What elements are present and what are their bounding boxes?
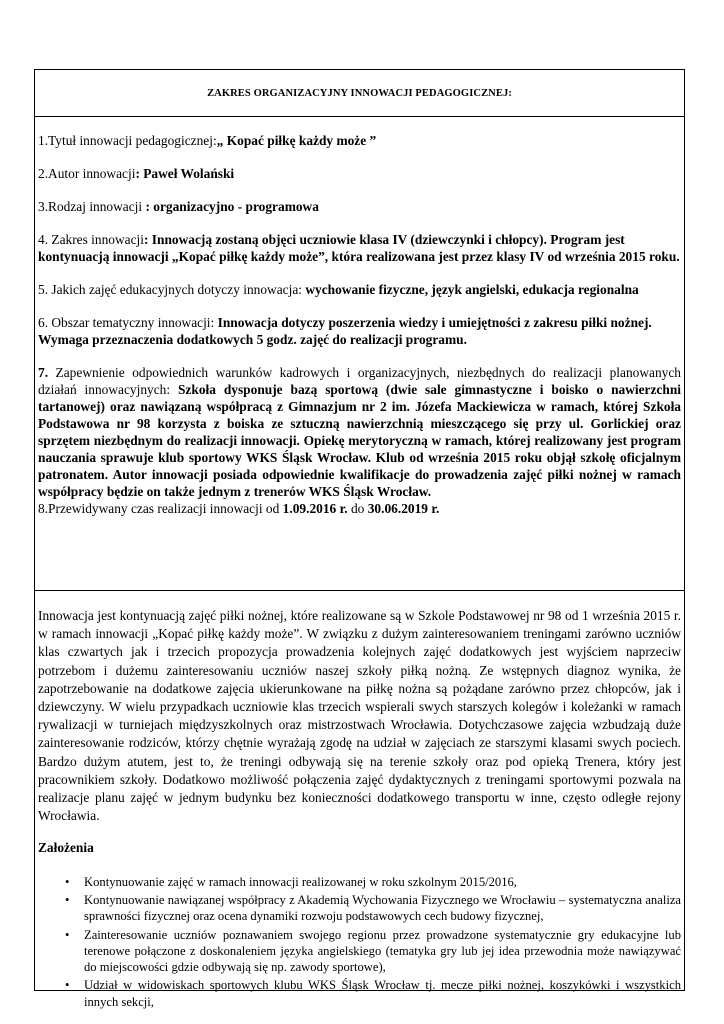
list-item: • Udział w widowiskach sportowych klubu WKS Śląsk Wrocław tj. mecze piłki nożnej, koszykówki i wszystkich innych sekcji, bbox=[65, 978, 681, 1009]
bullet-icon: • bbox=[65, 978, 70, 993]
list-item: • Kontynuowanie zajęć w ramach innowacji realizowanej w roku szkolnym 2015/2016, bbox=[65, 874, 517, 889]
bullet-icon: • bbox=[65, 927, 70, 942]
bullet-icon: • bbox=[65, 874, 70, 889]
description-paragraph: Innowacja jest kontynuacją zajęć piłki nożnej, które realizowane są w Szkole Podstawowej nr 98 od 1 września 2015 r. w ramach innowacji „Kopać piłkę każdy może”. W związku z dużym zainteresowaniem treningami zarówno uczniów klas czwartych jak i trzecich propozycja prowadzenia kolejnych zajęć dodatkowych jest wyjściem naprzeciw potrzebom i dużemu zainteresowaniu uczniów naszej szkoły piłką nożną. Ze wstępnych diagnoz wynika, że zapotrzebowanie na dodatkowe zajęcia ukierunkowane na piłkę nożna są pożądane zarówno przez chłopców, jak i dziewczyny. W wielu przypadkach uczniowie klas trzecich wspierali swych starszych kolegów i koleżanki w ramach rywalizacji w turniejach międzyszkolnych oraz mistrzostwach Wrocławia. Dotychczasowe zajęcia wzbudzają duże zainteresowanie rodziców, którzy chętnie wyrażają zgodę na udział w zajęciach ze starszymi klasami swych pociech. Bardzo dużym atutem, jest to, że treningi odbywają się na terenie szkoły oraz pod opieką Trenera, który jest pracownikiem szkoły. Dodatkowo możliwość połączenia zajęć dydaktycznych z treningami sportowymi pozwala na realizacje planu zajęć w jednym budynku bez konieczności dodatkowego transportu w inne, często odległe rejony Wrocławia. bbox=[38, 608, 681, 824]
item-author: 2.Autor innowacji: Paweł Wolański bbox=[38, 166, 235, 181]
list-item: • Zainteresowanie uczniów poznawaniem swojego regionu przez prowadzone systematycznie gry edukacyjne lub terenowe połączone z doskonaleniem języka angielskiego (tematyka gry lub jej idea przewodnia może nawiązywać do miejscowości gdzie odbywają się np. zawody sportowe), bbox=[65, 927, 681, 975]
item-scope: 4. Zakres innowacji: Innowacją zostaną objęci uczniowie klasa IV (dziewczynki i chłopcy). Program jest kontynuacją innowacji „Kopać piłkę każdy może”, która realizowana jest przez klasy IV od września 2015 roku. bbox=[38, 232, 680, 264]
item-duration: 8.Przewidywany czas realizacji innowacji od 1.09.2016 r. do 30.06.2019 r. bbox=[38, 501, 440, 516]
section-title: ZAKRES ORGANIZACYJNY INNOWACJI PEDAGOGICZNEJ: bbox=[35, 70, 684, 117]
item-type: 3.Rodzaj innowacji : organizacyjno - programowa bbox=[38, 199, 319, 214]
document-frame bbox=[34, 69, 685, 1009]
assumptions-heading: Założenia bbox=[38, 840, 94, 856]
item-conditions: 7. Zapewnienie odpowiednich warunków kadrowych i organizacyjnych, niezbędnych do realizacji planowanych działań innowacyjnych: Szkoła dysponuje bazą sportową (dwie sale gimnastyczne i boisko o nawierzchni tartanowej) oraz nawiązaną współpracą z Gimnazjum nr 2 im. Józefa Mackiewicza w ramach, której Szkoła Podstawowa nr 98 korzysta z boiska ze sztuczną nawierzchnią mieszczącego się przy ul. Gorlickiej oraz sprzętem niezbędnym do realizacji innowacji. Opiekę merytoryczną w ramach, której realizowany jest program nauczania sprawuje klub sportowy WKS Śląsk Wrocław. Klub od września 2015 roku objął szkołę oficjalnym patronatem. Autor innowacji posiada odpowiednie kwalifikacje do prowadzenia zajęć piłki nożnej w ramach współpracy będzie on także jednym z trenerów WKS Śląsk Wrocław. bbox=[38, 365, 681, 499]
assumptions-list bbox=[38, 874, 681, 1010]
list-item: • Kontynuowanie nawiązanej współpracy z Akademią Wychowania Fizycznego we Wrocławiu – systematyczna analiza sprawności fizycznej oraz ocena dynamiki rozwoju podstawowych cech budowy fizycznej, bbox=[65, 892, 681, 924]
item-title: 1.Tytuł innowacji pedagogicznej:„ Kopać piłkę każdy może ” bbox=[38, 133, 377, 148]
description-section bbox=[35, 591, 684, 1010]
bullet-icon: • bbox=[65, 892, 70, 907]
item-thematic-area: 6. Obszar tematyczny innowacji: Innowacja dotyczy poszerzenia wiedzy i umiejętności z zakresu piłki nożnej. Wymaga przeznaczenia dodatkowych 5 godz. zajęć do realizacji programu. bbox=[38, 315, 652, 347]
item-subjects: 5. Jakich zajęć edukacyjnych dotyczy innowacja: wychowanie fizyczne, język angielski, edukacja regionalna bbox=[38, 282, 639, 297]
organizational-scope-section bbox=[35, 117, 684, 591]
